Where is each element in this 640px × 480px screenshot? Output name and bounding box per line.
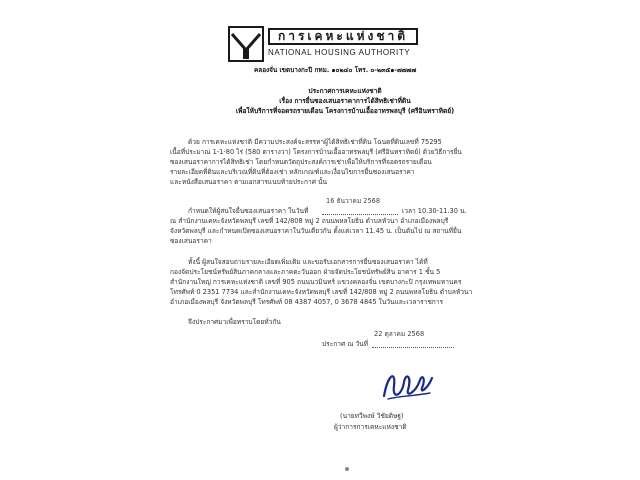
logo-english-wordmark: NATIONAL HOUSING AUTHORITY	[268, 48, 411, 57]
date-blank-line	[322, 207, 398, 215]
paragraph-3-line-4: โทรศัพท์ 0 2351 7734 และสำนักงานเคหะจังหวัดพลบุรี เลขที่ 142/808 หมู่ 2 ถนนพหลโยธิน ตำบลหัวนา	[170, 288, 473, 296]
paragraph-2-line-1-start: กำหนดให้ผู้สนใจยื่นซองเสนอราคา ในวันที่	[188, 207, 309, 215]
announce-date-filled: 22 ตุลาคม 2568	[374, 330, 425, 338]
paragraph-1-line-2: เนื้อที่ประมาณ 1-1-80 ไร่ (580 ตารางวา) โครงการบ้านเอื้ออาทรพลบุรี (ศรีอินทราทิตย์) ด้วยวิธีการยื่น	[170, 148, 462, 156]
subject-line: เรื่อง การยื่นซองเสนอราคาการได้สิทธิเช่าที่ดิน	[279, 97, 411, 105]
paragraph-1-line-3: ซองเสนอราคาการได้สิทธิเช่า โดยกำหนดวัตถุประสงค์การเช่าเพื่อให้บริการที่จอดรถรายเดือน	[170, 158, 432, 166]
nha-emblem-icon	[228, 26, 264, 62]
signature-icon	[378, 366, 438, 406]
paragraph-2-line-4: ซองเสนอราคา	[170, 237, 212, 245]
nha-logo	[228, 26, 420, 62]
announcement-heading: ประกาศการเคหะแห่งชาติ	[308, 87, 382, 95]
signatory-position: ผู้ว่าการการเคหะแห่งชาติ	[334, 423, 407, 431]
signatory-name: (นายทวีพงษ์ วิชัยดิษฐ)	[340, 412, 404, 420]
closing-line: จึงประกาศมาเพื่อทราบโดยทั่วกัน	[188, 318, 281, 326]
paragraph-3-line-1: ทั้งนี้ ผู้สนใจสอบถามรายละเอียดเพิ่มเติม และขอรับเอกสารการยื่นซองเสนอราคา ได้ที่	[188, 258, 428, 266]
paragraph-3-line-3: สำนักงานใหญ่ การเคหะแห่งชาติ เลขที่ 905 ถนนนวมินทร์ แขวงคลองจั่น เขตบางกะปิ กรุงเทพมหานคร	[170, 278, 462, 286]
announce-date-label: ประกาศ ณ วันที่	[322, 340, 369, 348]
paragraph-2-line-2: ณ สำนักงานเคหะจังหวัดพลบุรี เลขที่ 142/808 หมู่ 2 ถนนพหลโยธิน ตำบลหัวนา อำเภอเมืองพลบุรี	[170, 217, 449, 225]
address-line: คลองจั่น เขตบางกะปิ กทม. ๑๐๒๔๐ โทร. ๐-๒๓๕๑-๗๗๗๗	[254, 66, 417, 74]
paragraph-1-line-4: รายละเอียดที่ดินและบริเวณที่ดินที่ต้องเช่า หลักเกณฑ์และเงื่อนไขการยื่นซองเสนอราคา	[170, 168, 415, 176]
paragraph-3-line-2: กองจัดประโยชน์ทรัพย์สินภาคกลางและภาคตะวันออก ฝ่ายจัดประโยชน์ทรัพย์สิน อาคาร 1 ชั้น 5	[170, 268, 441, 276]
paragraph-2-line-1-end: เวลา 10.30-11.30 น.	[402, 207, 467, 215]
paragraph-1-line-1: ด้วย การเคหะแห่งชาติ มีความประสงค์จะสรรหาผู้ได้สิทธิเช่าที่ดิน โฉนดที่ดินเลขที่ 75295	[188, 138, 442, 146]
paragraph-3-line-5: อำเภอเมืองพลบุรี จังหวัดพลบุรี โทรศัพท์ 08 4387 4057, 0 3678 4845 ในวันและเวลาราชการ	[170, 298, 444, 306]
page-dot	[345, 467, 349, 471]
paragraph-1-line-5: และหนังสือเสนอราคา ตามเอกสารแนบท้ายประกาศ นั้น	[170, 178, 328, 186]
bid-date-filled: 16 ธันวาคม 2568	[326, 197, 381, 205]
announce-date-blank-line	[372, 340, 454, 348]
paragraph-2-line-3: จังหวัดพลบุรี และกำหนดเปิดซองเสนอราคาในวันเดียวกัน ตั้งแต่เวลา 11.45 น. เป็นต้นไป ณ สถานที่ยื่น	[170, 227, 462, 235]
subject-line-2: เพื่อให้บริการที่จอดรถรายเดือน โครงการบ้านเอื้ออาทรพลบุรี (ศรีอินทราทิตย์)	[235, 107, 455, 115]
logo-thai-wordmark: การเคหะแห่งชาติ	[268, 28, 418, 45]
